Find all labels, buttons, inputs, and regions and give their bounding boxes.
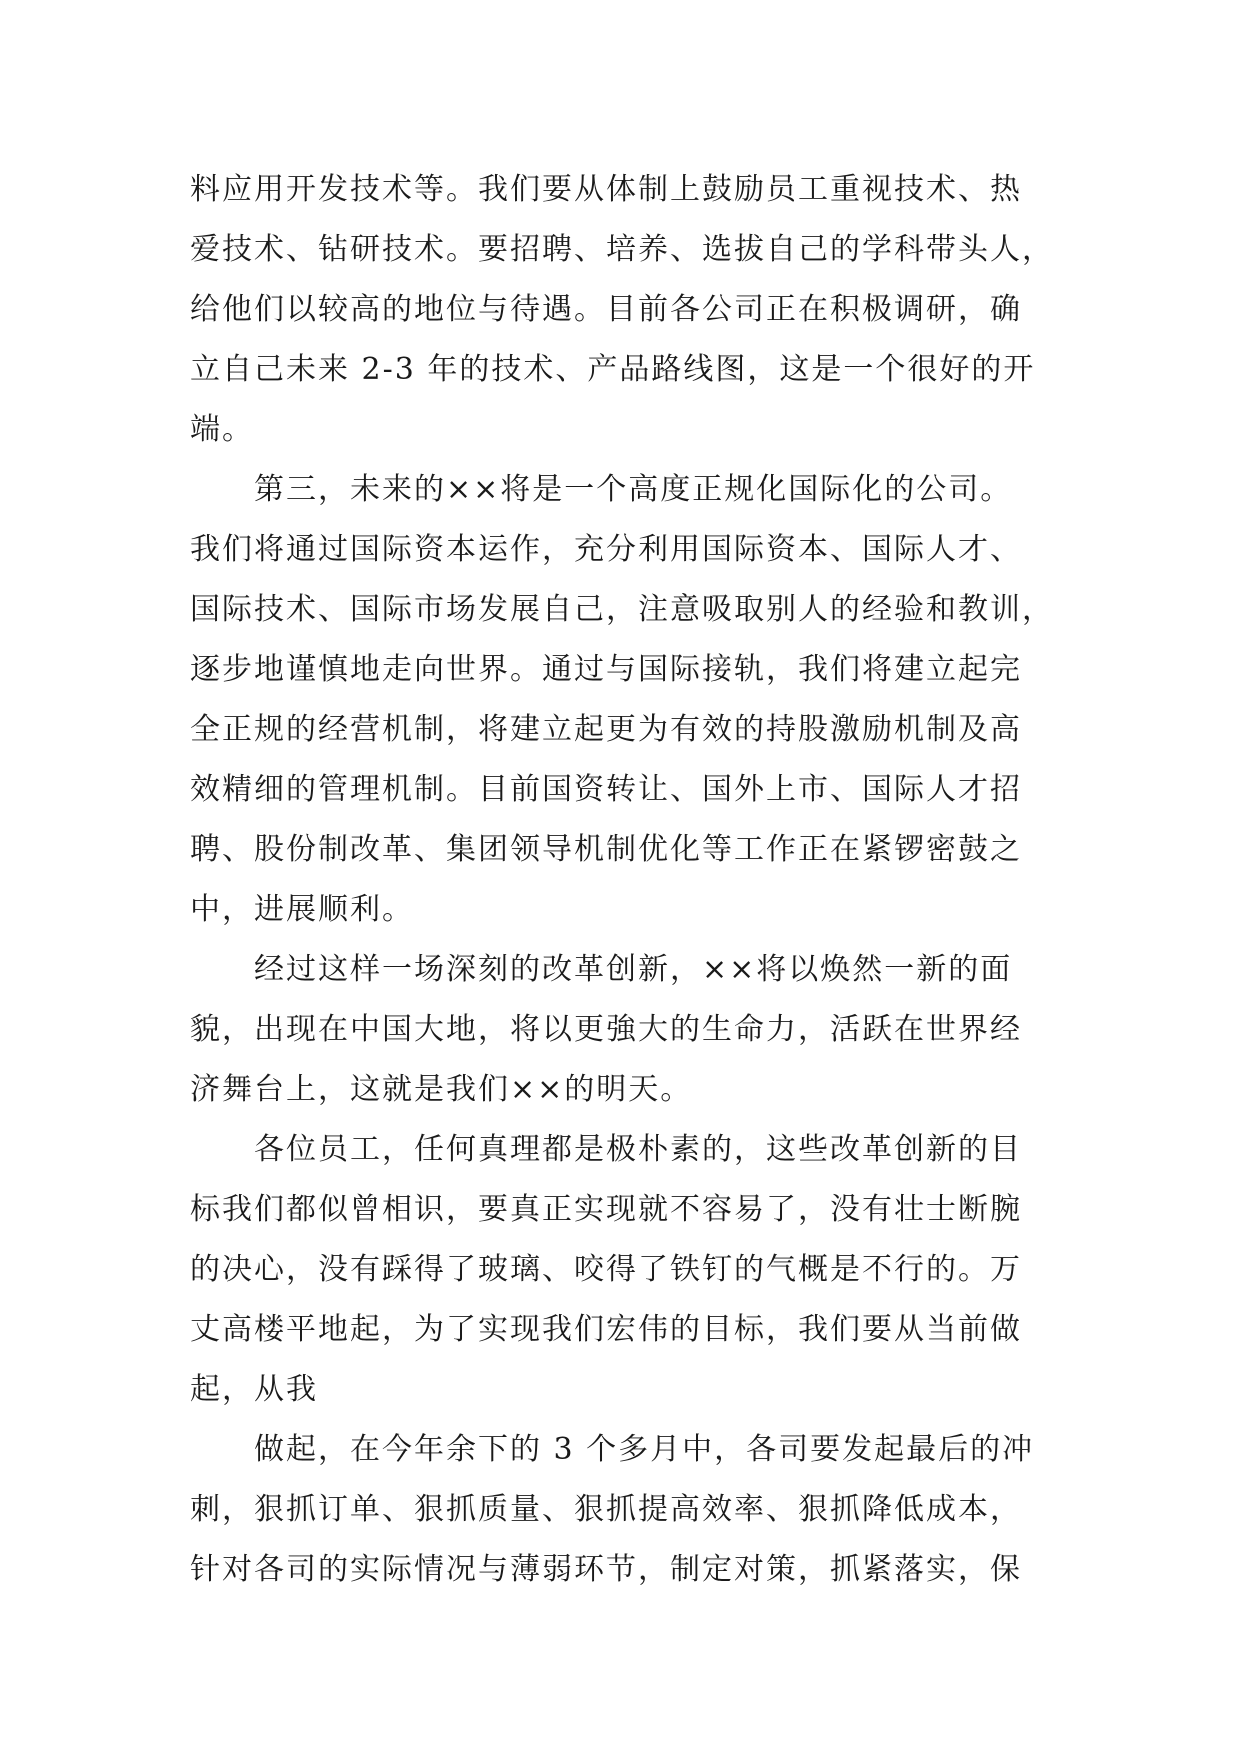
text-line: 刺，狠抓订单、狠抓质量、狠抓提高效率、狠抓降低成本， — [190, 1492, 1022, 1527]
text-line: 给他们以较高的地位与待遇。目前各公司正在积极调研，确 — [190, 292, 1022, 327]
text-line: 起，从我 — [190, 1372, 318, 1407]
text-line: 爱技术、钻研技术。要招聘、培养、选拔自己的学科带头人， — [190, 232, 1054, 267]
text-line: 我们将通过国际资本运作，充分利用国际资本、国际人才、 — [190, 532, 1022, 567]
text-line: 丈高楼平地起，为了实现我们宏伟的目标，我们要从当前做 — [190, 1312, 1022, 1347]
paragraph-2 — [190, 460, 1070, 940]
text-line: 端。 — [190, 412, 254, 447]
text-line: 第三，未来的××将是一个高度正规化国际化的公司。 — [254, 472, 1013, 507]
text-line: 料应用开发技术等。我们要从体制上鼓励员工重视技术、热 — [190, 172, 1022, 207]
text-line: 的决心，没有踩得了玻璃、咬得了铁钉的气概是不行的。万 — [190, 1252, 1022, 1287]
paragraph-1 — [190, 160, 1070, 460]
document-body — [190, 160, 1070, 1600]
paragraph-4 — [190, 1120, 1070, 1420]
text-line: 济舞台上，这就是我们××的明天。 — [190, 1072, 693, 1107]
paragraph-3 — [190, 940, 1070, 1120]
text-line: 逐步地谨慎地走向世界。通过与国际接轨，我们将建立起完 — [190, 652, 1022, 687]
text-line: 针对各司的实际情况与薄弱环节，制定对策，抓紧落实，保 — [190, 1552, 1022, 1587]
text-line: 貌，出现在中国大地，将以更強大的生命力，活跃在世界经 — [190, 1012, 1022, 1047]
text-line: 聘、股份制改革、集团领导机制优化等工作正在紧锣密鼓之 — [190, 832, 1022, 867]
text-line: 立自己未来 2-3 年的技术、产品路线图，这是一个很好的开 — [190, 352, 1036, 387]
text-line: 各位员工，任何真理都是极朴素的，这些改革创新的目 — [254, 1132, 1022, 1167]
text-line: 国际技术、国际市场发展自己，注意吸取别人的经验和教训， — [190, 592, 1054, 627]
text-line: 效精细的管理机制。目前国资转让、国外上市、国际人才招 — [190, 772, 1022, 807]
text-line: 标我们都似曾相识，要真正实现就不容易了，没有壮士断腕 — [190, 1192, 1022, 1227]
text-line: 中，进展顺利。 — [190, 892, 414, 927]
text-line: 做起，在今年余下的 3 个多月中，各司要发起最后的冲 — [254, 1432, 1035, 1467]
text-line: 全正规的经营机制，将建立起更为有效的持股激励机制及高 — [190, 712, 1022, 747]
paragraph-5 — [190, 1420, 1070, 1600]
text-line: 经过这样一场深刻的改革创新，××将以焕然一新的面 — [254, 952, 1013, 987]
